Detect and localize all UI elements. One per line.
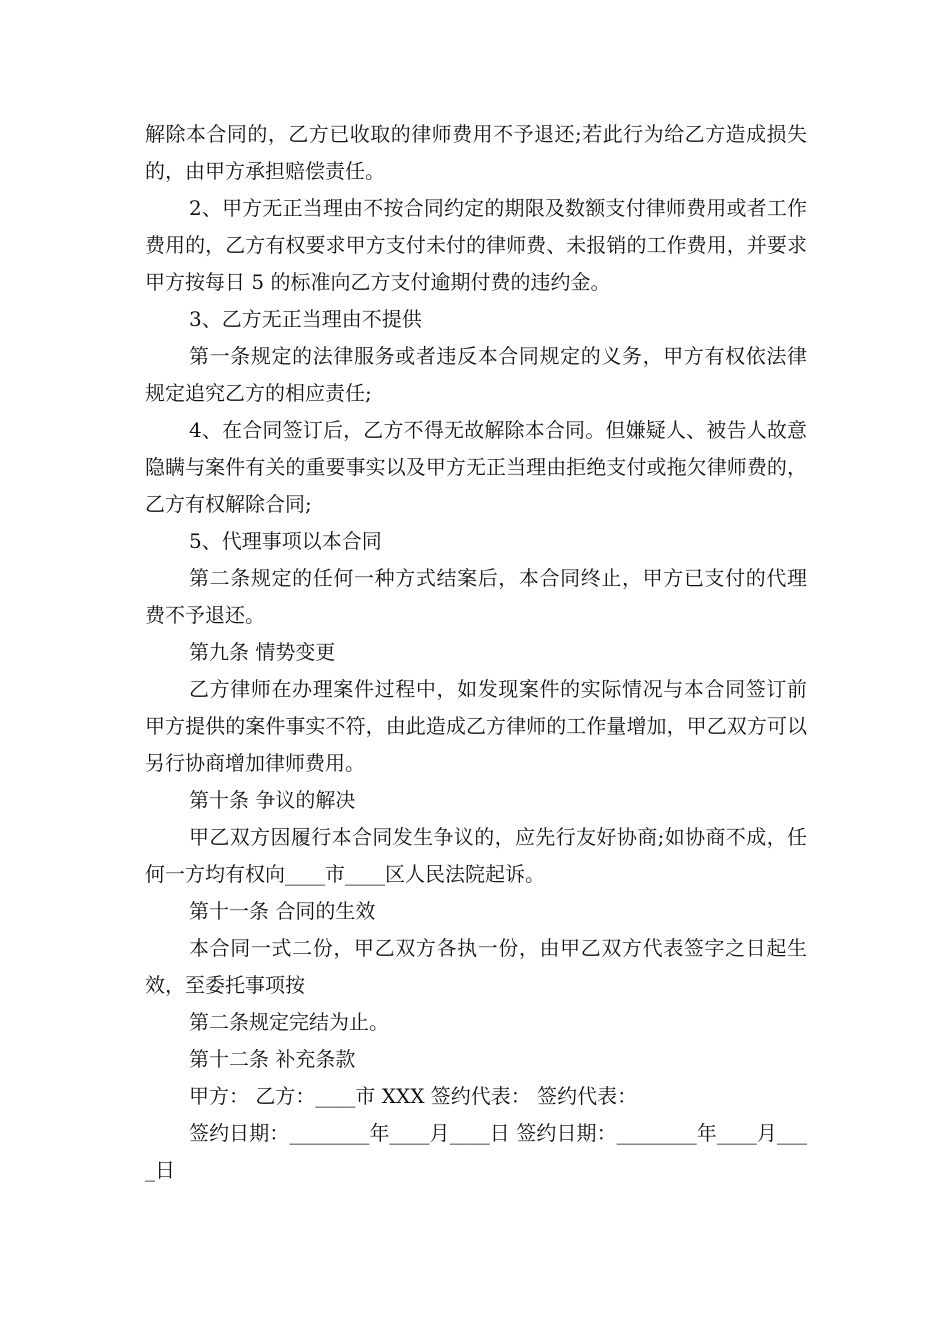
paragraph-9: 乙方律师在办理案件过程中，如发现案件的实际情况与本合同签订前甲方提供的案件事实不符，由此造成乙方律师的工作量增加，甲乙双方可以另行协商增加律师费用。 <box>145 677 807 775</box>
section-heading-12: 第十二条 补充条款 <box>189 1047 356 1071</box>
paragraph-5: 4、在合同签订后，乙方不得无故解除本合同。但嫌疑人、被告人故意隐瞒与案件有关的重要事实以及甲方无正当理由拒绝支付或拖欠律师费的，乙方有权解除合同; <box>145 418 807 516</box>
signature-parties-line: 甲方： 乙方：____市 XXX 签约代表： 签约代表： <box>189 1084 638 1108</box>
paragraph-3: 3、乙方无正当理由不提供 <box>189 307 422 331</box>
section-heading-11: 第十一条 合同的生效 <box>189 899 376 923</box>
paragraph-6: 5、代理事项以本合同 <box>189 529 382 553</box>
document-body <box>145 116 807 1189</box>
paragraph-4: 第一条规定的法律服务或者违反本合同规定的义务，甲方有权依法律规定追究乙方的相应责任; <box>145 344 807 405</box>
paragraph-11: 甲乙双方因履行本合同发生争议的，应先行友好协商;如协商不成，任何一方均有权向____市____区人民法院起诉。 <box>145 825 807 886</box>
paragraph-14: 第二条规定完结为止。 <box>189 1010 389 1034</box>
section-heading-9: 第九条 情势变更 <box>189 640 336 664</box>
paragraph-1: 解除本合同的，乙方已收取的律师费用不予退还;若此行为给乙方造成损失的，由甲方承担赔偿责任。 <box>145 122 807 183</box>
paragraph-13: 本合同一式二份，甲乙双方各执一份，由甲乙双方代表签字之日起生效，至委托事项按 <box>145 936 807 997</box>
paragraph-7: 第二条规定的任何一种方式结案后，本合同终止，甲方已支付的代理费不予退还。 <box>145 566 807 627</box>
paragraph-2: 2、甲方无正当理由不按合同约定的期限及数额支付律师费用或者工作费用的，乙方有权要求甲方支付未付的律师费、未报销的工作费用，并要求甲方按每日 5 的标准向乙方支付逾期付费的违约金。 <box>145 196 807 294</box>
signature-date-line: 签约日期：________年____月____日 签约日期：________年____月____日 <box>145 1121 807 1182</box>
section-heading-10: 第十条 争议的解决 <box>189 788 356 812</box>
